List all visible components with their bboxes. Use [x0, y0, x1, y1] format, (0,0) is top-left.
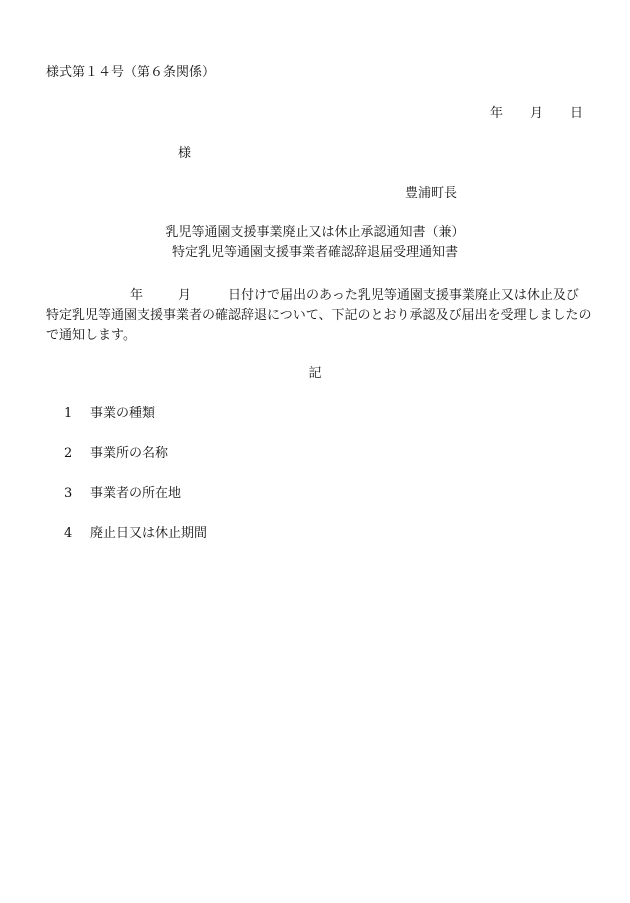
body-year-label: 年 [130, 288, 144, 303]
body-line-3: で通知します。 [46, 328, 136, 343]
document-title-line-1: 乳児等通園支援事業廃止又は休止承認通知書（兼） [165, 225, 465, 240]
list-item-number: 2 [64, 446, 73, 461]
body-month-label: 月 [178, 288, 192, 303]
body-line-1-text: 日付けで届出のあった乳児等通園支援事業廃止又は休止及び [228, 288, 579, 303]
body-line-2: 特定乳児等通園支援事業者の確認辞退について、下記のとおり承認及び届出を受理しましたの [46, 308, 592, 323]
date-year-label: 年 [490, 106, 504, 121]
list-item [64, 487, 181, 500]
list-item-number: 4 [64, 526, 73, 541]
list-item-label: 事業所の名称 [90, 446, 169, 461]
document-title-line-2: 特定乳児等通園支援事業者確認辞退届受理通知書 [171, 245, 458, 260]
list-item-number: 3 [64, 486, 73, 501]
list-item-label: 廃止日又は休止期間 [90, 526, 208, 541]
addressee-suffix: 様 [178, 146, 192, 161]
body-line-1 [46, 286, 586, 306]
list-item [64, 447, 168, 460]
list-item [64, 407, 155, 420]
list-item-number: 1 [64, 406, 73, 421]
list-item-label: 事業者の所在地 [90, 486, 182, 501]
list-item-label: 事業の種類 [90, 406, 156, 421]
body-paragraph [46, 286, 592, 346]
date-month-label: 月 [530, 106, 544, 121]
list-item [64, 527, 207, 540]
form-number: 様式第１４号（第６条関係） [46, 65, 216, 80]
issuer-name: 豊浦町長 [405, 186, 458, 201]
ki-heading: 記 [308, 366, 322, 381]
date-day-label: 日 [570, 106, 584, 121]
